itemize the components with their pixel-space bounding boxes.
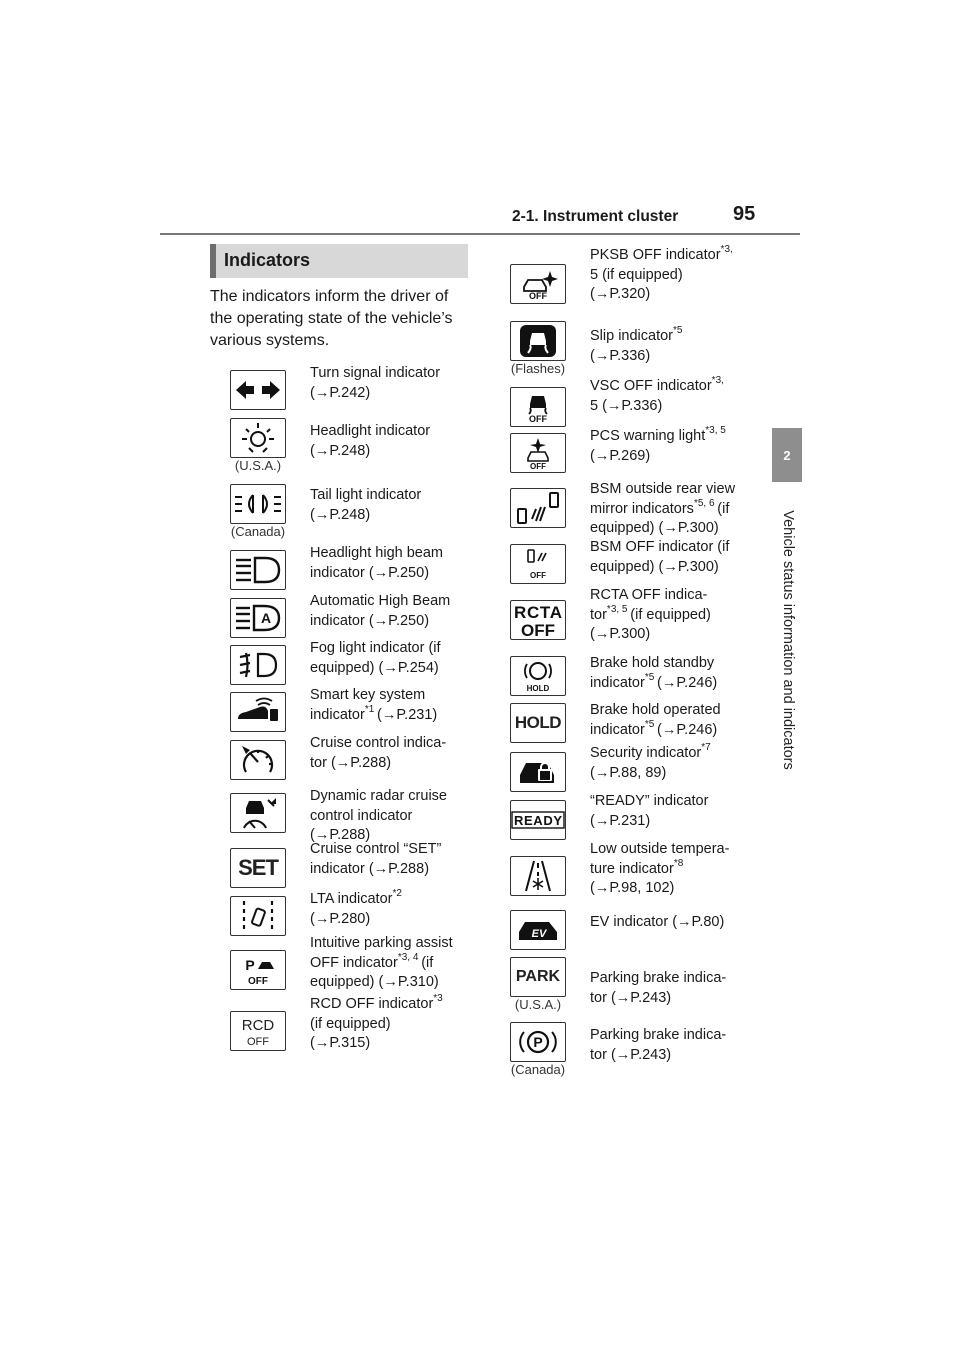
icon-off-label: OFF xyxy=(521,621,555,639)
desc-line: tor (→P.243) xyxy=(590,989,672,1006)
desc-line: (→P.231) xyxy=(590,812,651,829)
cruise-set-icon xyxy=(230,848,286,888)
radar-cruise-icon xyxy=(230,793,286,833)
chapter-tab: 2 xyxy=(772,428,802,482)
desc-line: ture indicator$^{*8}$ xyxy=(590,857,684,877)
tail-light-icon xyxy=(230,484,286,524)
headlight-indicator-icon xyxy=(230,418,286,458)
icon-label: RCTA xyxy=(514,603,562,622)
icon-label: HOLD xyxy=(514,713,562,732)
fog-light-icon xyxy=(230,645,286,685)
desc-line: (→P.288) xyxy=(310,827,371,843)
right-indicator-column xyxy=(510,0,780,1358)
icon-letter: A xyxy=(260,610,272,626)
desc-line: (→P.336) xyxy=(590,347,651,364)
page-number: 95 xyxy=(733,203,756,225)
desc-line: indicator$^{*5}$ (→P.246) xyxy=(590,718,718,738)
desc-line: equipped) (→P.300) xyxy=(590,520,719,536)
desc-line: (→P.320) xyxy=(590,286,651,302)
desc-line: (→P.315) xyxy=(310,1035,371,1051)
smart-key-icon xyxy=(230,692,286,732)
desc-line: tor$^{*3, 5}$ (if equipped) xyxy=(590,603,711,623)
desc-line: (→P.98, 102) xyxy=(590,880,675,896)
desc-line: RCTA OFF indica- xyxy=(590,587,708,603)
desc-line: Automatic High Beam xyxy=(310,593,451,609)
icon-off-label: OFF xyxy=(529,291,547,301)
icon-off-label: OFF xyxy=(247,1036,269,1048)
desc-line: (→P.248) xyxy=(310,442,371,459)
desc-line: PCS warning light$^{*3, 5}$ xyxy=(590,425,726,444)
desc-line: EV indicator (→P.80) xyxy=(590,914,725,930)
desc-line: control indicator xyxy=(310,807,413,824)
desc-line: Dynamic radar cruise xyxy=(310,788,447,804)
high-beam-icon xyxy=(230,550,286,590)
desc-line: Brake hold standby xyxy=(590,655,715,671)
icon-label: PARK xyxy=(515,968,561,985)
icon-label: EV xyxy=(531,928,547,940)
desc-line: Slip indicator$^{*5}$ xyxy=(590,325,683,344)
desc-line: indicator (→P.250) xyxy=(310,564,430,581)
desc-line: Tail light indicator xyxy=(310,487,422,503)
desc-line: Headlight high beam xyxy=(310,545,444,561)
desc-line: Smart key system xyxy=(310,687,426,703)
icon-off-label: OFF xyxy=(530,571,546,580)
section-intro: The indicators inform the driver of the operating state of the vehicle’s various systems. xyxy=(210,288,453,349)
desc-line: Turn signal indicator xyxy=(310,365,441,381)
desc-line: (→P.248) xyxy=(310,506,371,523)
desc-line: (→P.269) xyxy=(590,447,651,464)
desc-line: equipped) (→P.300) xyxy=(590,558,719,575)
desc-line: equipped) (→P.254) xyxy=(310,659,439,676)
left-indicator-column xyxy=(230,0,500,1358)
icon-letter: P xyxy=(245,957,255,973)
pksb-off-icon xyxy=(510,264,566,304)
desc-line: indicator$^{*1}$ (→P.231) xyxy=(310,703,438,723)
desc-line: Fog light indicator (if xyxy=(310,640,441,656)
lta-icon xyxy=(230,896,286,936)
desc-line: 5 (if equipped) xyxy=(590,266,683,283)
slip-indicator-icon xyxy=(510,321,566,361)
desc-line: Headlight indicator xyxy=(310,423,431,439)
desc-line: tor (→P.288) xyxy=(310,754,392,771)
security-indicator-icon xyxy=(510,752,566,792)
desc-line: PKSB OFF indicator$^{*3,}$ xyxy=(590,244,733,263)
desc-line: (→P.300) xyxy=(590,626,651,642)
icon-letter: P xyxy=(533,1034,543,1050)
icon-caption: (Canada) xyxy=(230,524,286,539)
low-temperature-icon xyxy=(510,856,566,896)
desc-line: indicator$^{*5}$ (→P.246) xyxy=(590,671,718,691)
rcta-off-icon xyxy=(510,600,566,640)
desc-line: LTA indicator$^{*2}$ xyxy=(310,888,402,907)
desc-line: Brake hold operated xyxy=(590,702,721,718)
ev-indicator-icon xyxy=(510,910,566,950)
vsc-off-icon xyxy=(510,387,566,427)
desc-line: Parking brake indica- xyxy=(590,970,727,986)
desc-line: (→P.280) xyxy=(310,910,371,927)
brake-hold-standby-icon xyxy=(510,656,566,696)
park-brake-canada-icon xyxy=(510,1022,566,1062)
desc-line: OFF indicator$^{*3, 4}$ (if xyxy=(310,951,434,971)
desc-line: Security indicator$^{*7}$ xyxy=(590,742,711,761)
desc-line: tor (→P.243) xyxy=(590,1046,672,1063)
parking-assist-off-icon xyxy=(230,950,286,990)
pcs-warning-icon xyxy=(510,433,566,473)
desc-line: Intuitive parking assist xyxy=(310,935,453,951)
desc-line: BSM outside rear view xyxy=(590,481,736,497)
desc-line: VSC OFF indicator$^{*3,}$ xyxy=(590,375,724,394)
desc-line: indicator (→P.250) xyxy=(310,612,430,629)
desc-line: Cruise control indica- xyxy=(310,735,447,751)
bsm-off-icon xyxy=(510,544,566,584)
desc-line: 5 (→P.336) xyxy=(590,397,663,414)
icon-label: SET xyxy=(238,855,278,880)
icon-off-label: OFF xyxy=(248,976,268,987)
icon-off-label: OFF xyxy=(530,462,546,470)
desc-line: BSM OFF indicator (if xyxy=(590,539,730,555)
icon-label: RCD xyxy=(241,1017,275,1034)
desc-line: mirror indicators$^{*5, 6}$ (if xyxy=(590,497,730,517)
rcd-off-icon xyxy=(230,1011,286,1051)
desc-line: equipped) (→P.310) xyxy=(310,974,439,990)
desc-line: Parking brake indica- xyxy=(590,1027,727,1043)
icon-caption: (Canada) xyxy=(510,1062,566,1077)
cruise-control-icon xyxy=(230,740,286,780)
icon-caption: (U.S.A.) xyxy=(234,458,282,473)
auto-high-beam-icon xyxy=(230,598,286,638)
bsm-mirror-icon xyxy=(510,488,566,528)
desc-line: (→P.242) xyxy=(310,384,371,401)
desc-line: “READY” indicator xyxy=(590,793,709,809)
ready-indicator-icon xyxy=(510,800,566,840)
section-heading: Indicators xyxy=(210,244,468,278)
desc-line: (if equipped) xyxy=(310,1015,391,1032)
icon-caption: (Flashes) xyxy=(510,361,566,376)
icon-caption: (U.S.A.) xyxy=(514,997,562,1012)
desc-line: RCD OFF indicator$^{*3}$ xyxy=(310,993,443,1012)
section-title: 2-1. Instrument cluster xyxy=(512,208,679,225)
desc-line: indicator (→P.288) xyxy=(310,860,430,877)
icon-label: READY xyxy=(514,813,562,828)
park-brake-usa-icon xyxy=(510,957,566,997)
chapter-label: Vehicle status information and indicators xyxy=(780,510,796,770)
desc-line: Cruise control “SET” xyxy=(310,841,442,857)
turn-signal-icon xyxy=(230,370,286,410)
brake-hold-operated-icon xyxy=(510,703,566,743)
desc-line: (→P.88, 89) xyxy=(590,764,667,781)
icon-hold-label: HOLD xyxy=(526,684,550,693)
icon-off-label: OFF xyxy=(529,414,547,424)
desc-line: Low outside tempera- xyxy=(590,841,730,857)
